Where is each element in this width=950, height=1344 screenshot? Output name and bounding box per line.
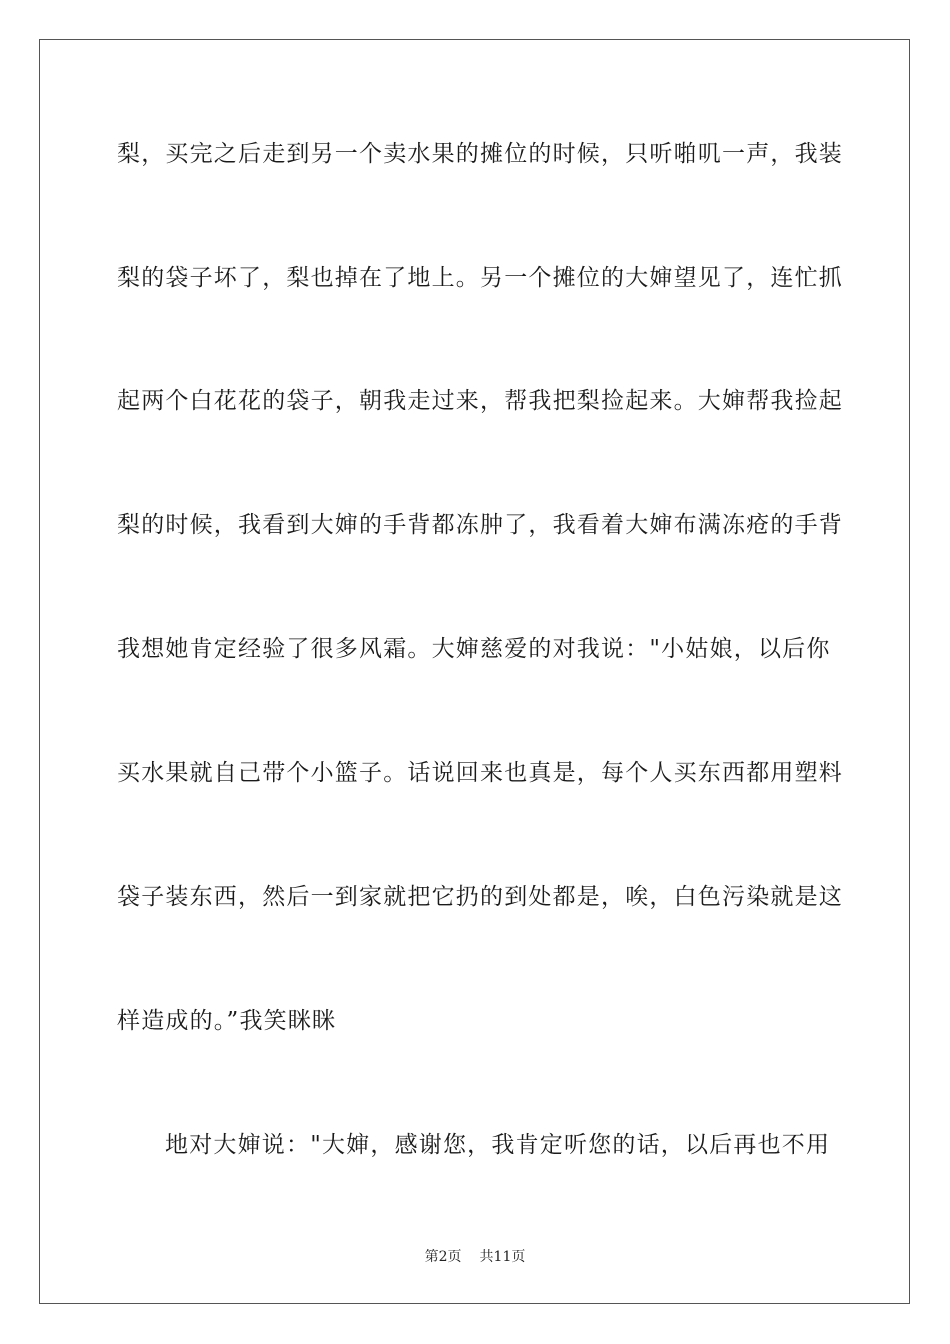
body-text-line: 梨的袋子坏了，梨也掉在了地上。另一个摊位的大婶望见了，连忙抓 bbox=[117, 265, 843, 291]
page-number: 第2页 bbox=[424, 1249, 462, 1265]
body-text-line: 我想她肯定经验了很多风霜。大婶慈爱的对我说："小姑娘，以后你 bbox=[117, 636, 831, 662]
body-text-line: 买水果就自己带个小篮子。话说回来也真是，每个人买东西都用塑料 bbox=[117, 760, 843, 786]
paragraph-start-line: 地对大婶说："大婶，感谢您，我肯定听您的话，以后再也不用 bbox=[165, 1132, 831, 1158]
page-border bbox=[39, 39, 910, 1304]
body-text-line: 起两个白花花的袋子，朝我走过来，帮我把梨捡起来。大婶帮我捡起 bbox=[117, 388, 843, 414]
page-total: 共11页 bbox=[479, 1249, 526, 1265]
body-text-line: 梨的时候，我看到大婶的手背都冻肿了，我看着大婶布满冻疮的手背 bbox=[117, 512, 843, 538]
body-text-line: 样造成的。”我笑眯眯 bbox=[117, 1008, 337, 1034]
body-text-line: 梨，买完之后走到另一个卖水果的摊位的时候，只听啪叽一声，我装 bbox=[117, 141, 843, 167]
page-footer bbox=[0, 1247, 950, 1267]
body-text-line: 袋子装东西，然后一到家就把它扔的到处都是，唉，白色污染就是这 bbox=[117, 884, 843, 910]
